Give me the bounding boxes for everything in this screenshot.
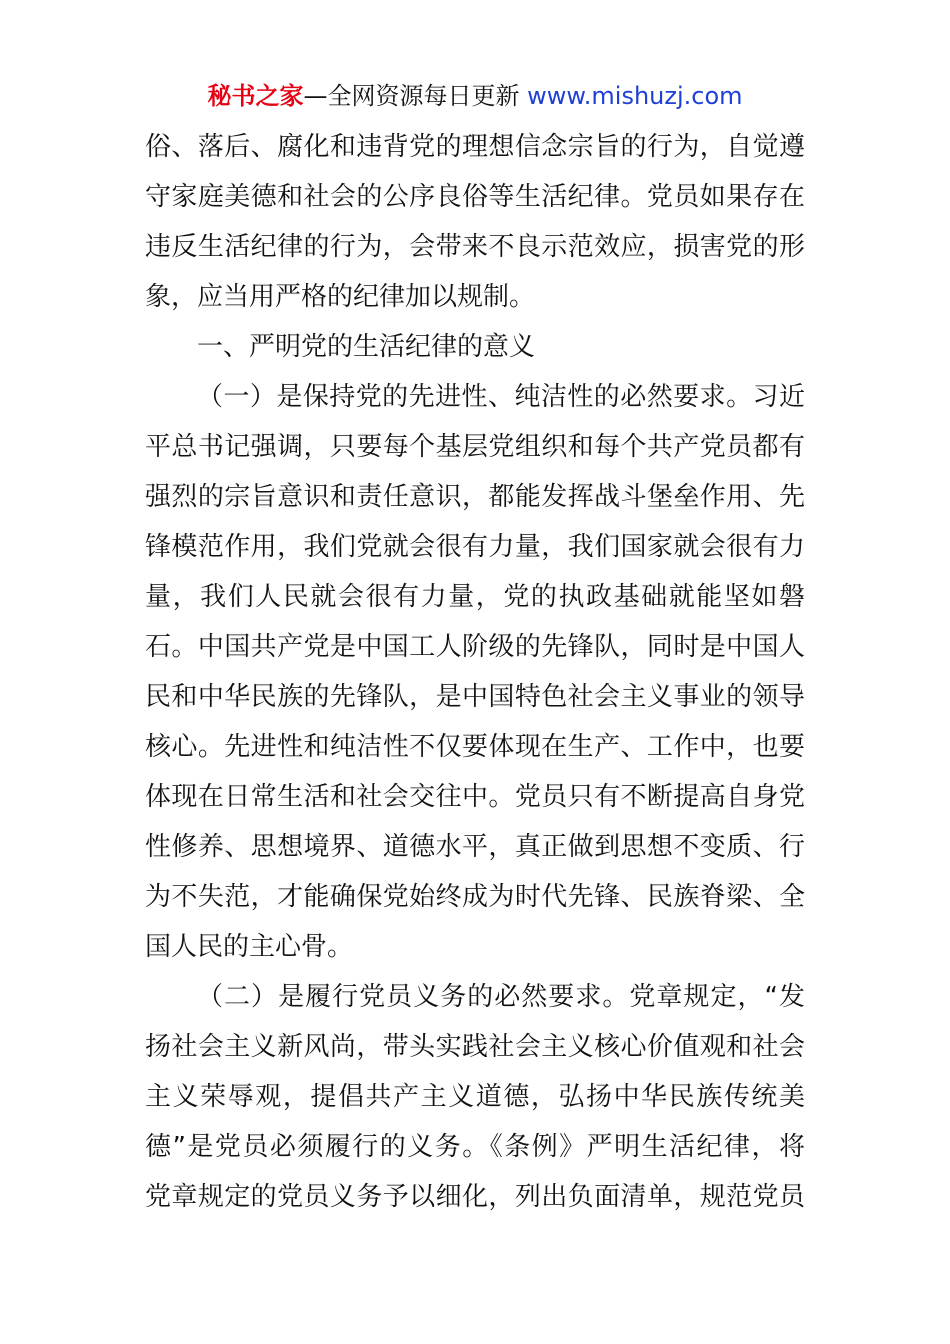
text-line: 石。中国共产党是中国工人阶级的先锋队，同时是中国人: [145, 632, 805, 662]
text-line: 国人民的主心骨。: [145, 932, 354, 962]
site-header: [0, 80, 950, 112]
text-line: 主义荣辱观，提倡共产主义道德，弘扬中华民族传统美: [145, 1082, 805, 1112]
text-line: 体现在日常生活和社会交往中。党员只有不断提高自身党: [145, 782, 805, 812]
text-line: 量，我们人民就会很有力量，党的执政基础就能坚如磐: [145, 582, 805, 612]
document-body: [145, 122, 805, 1222]
text-line: 俗、落后、腐化和违背党的理想信念宗旨的行为，自觉遵: [145, 132, 805, 162]
brand-name: 秘书之家: [207, 82, 304, 110]
text-line: 核心。先进性和纯洁性不仅要体现在生产、工作中，也要: [145, 732, 805, 762]
section-heading: [145, 322, 805, 372]
site-url-link[interactable]: www.mishuzj.com: [527, 82, 743, 110]
text-line: 德”是党员必须履行的义务。《条例》严明生活纪律，将: [145, 1132, 805, 1162]
text-line: 性修养、思想境界、道德水平，真正做到思想不变质、行: [145, 832, 805, 862]
text-line: 民和中华民族的先锋队，是中国特色社会主义事业的领导: [145, 682, 805, 712]
text-line: 党章规定的党员义务予以细化，列出负面清单，规范党员: [145, 1182, 805, 1212]
text-line: 象，应当用严格的纪律加以规制。: [145, 282, 536, 312]
heading-text: 一、严明党的生活纪律的意义: [197, 332, 536, 362]
paragraph: [145, 972, 805, 1222]
text-line: 强烈的宗旨意识和责任意识，都能发挥战斗堡垒作用、先: [145, 482, 805, 512]
text-line: 锋模范作用，我们党就会很有力量，我们国家就会很有力: [145, 532, 805, 562]
text-line: （二）是履行党员义务的必然要求。党章规定，“发: [197, 982, 805, 1012]
text-line: 违反生活纪律的行为，会带来不良示范效应，损害党的形: [145, 232, 805, 262]
header-tagline: —全网资源每日更新: [303, 82, 528, 110]
text-line: 为不失范，才能确保党始终成为时代先锋、民族脊梁、全: [145, 882, 805, 912]
text-line: 守家庭美德和社会的公序良俗等生活纪律。党员如果存在: [145, 182, 805, 212]
paragraph: [145, 122, 805, 322]
paragraph: [145, 372, 805, 972]
text-line: （一）是保持党的先进性、纯洁性的必然要求。习近: [197, 382, 805, 412]
text-line: 扬社会主义新风尚，带头实践社会主义核心价值观和社会: [145, 1032, 805, 1062]
text-line: 平总书记强调，只要每个基层党组织和每个共产党员都有: [145, 432, 805, 462]
